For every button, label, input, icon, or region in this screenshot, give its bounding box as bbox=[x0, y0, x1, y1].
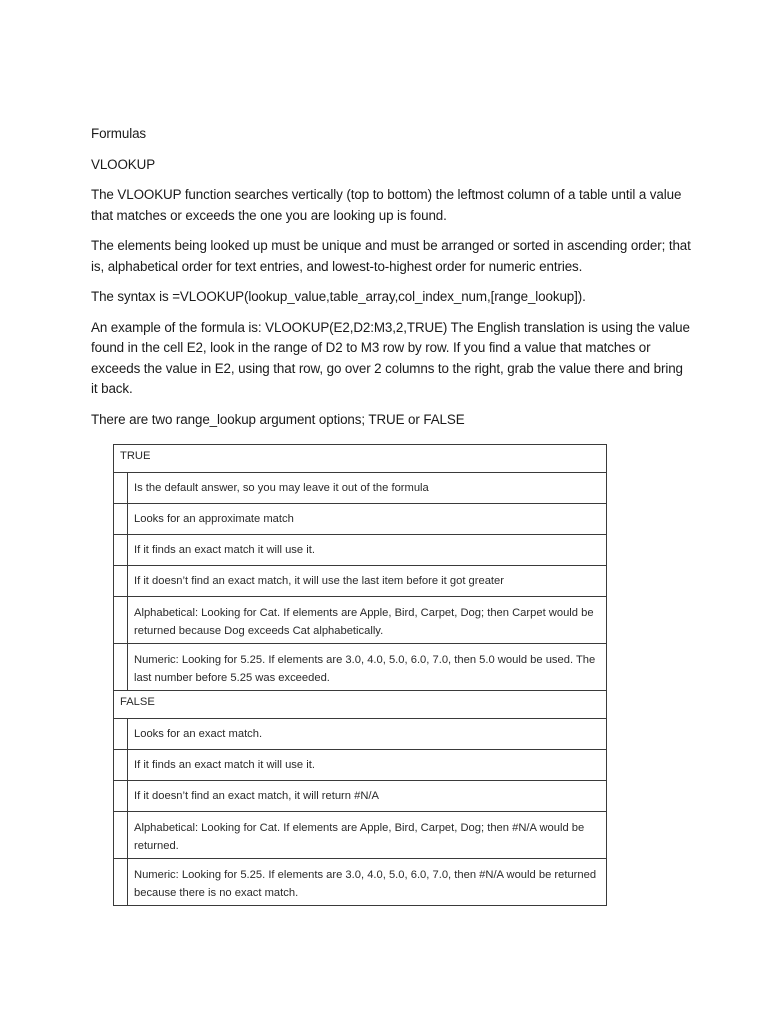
table-gutter-cell bbox=[114, 504, 128, 535]
paragraph-options-intro: There are two range_lookup argument options; TRUE or FALSE bbox=[91, 411, 465, 427]
table-row bbox=[114, 597, 607, 644]
document-subheading: VLOOKUP bbox=[91, 156, 156, 172]
document-page bbox=[91, 124, 691, 906]
table-row bbox=[114, 719, 607, 750]
table-row bbox=[114, 504, 607, 535]
table-gutter-cell bbox=[114, 719, 128, 750]
table-gutter-cell bbox=[114, 566, 128, 597]
table-cell: If it finds an exact match it will use it. bbox=[128, 535, 607, 566]
table-cell: Alphabetical: Looking for Cat. If elements are Apple, Bird, Carpet, Dog; then Carpet would be returned because Dog exceeds Cat alphabetically. bbox=[128, 597, 607, 644]
table-gutter-cell bbox=[114, 473, 128, 504]
table-row bbox=[114, 644, 607, 691]
paragraph-requirements: The elements being looked up must be unique and must be arranged or sorted in ascending order; that is, alphabetical order for text entries, and lowest-to-highest order for numeric entries. bbox=[91, 238, 691, 274]
table-gutter-cell bbox=[114, 750, 128, 781]
table-cell: Alphabetical: Looking for Cat. If elements are Apple, Bird, Carpet, Dog; then #N/A would be returned. bbox=[128, 812, 607, 859]
table-row bbox=[114, 566, 607, 597]
table-gutter-cell bbox=[114, 535, 128, 566]
table-cell: If it finds an exact match it will use it. bbox=[128, 750, 607, 781]
document-heading: Formulas bbox=[91, 126, 147, 141]
table-row bbox=[114, 812, 607, 859]
paragraph-description: The VLOOKUP function searches vertically (top to bottom) the leftmost column of a table until a value that matches or exceeds the one you are looking up is found. bbox=[91, 187, 682, 223]
true-section-label: TRUE bbox=[114, 445, 607, 473]
table-gutter-cell bbox=[114, 781, 128, 812]
table-section-header bbox=[114, 691, 607, 719]
table-row bbox=[114, 535, 607, 566]
table-cell: Looks for an approximate match bbox=[128, 504, 607, 535]
table-cell: Is the default answer, so you may leave it out of the formula bbox=[128, 473, 607, 504]
table-row bbox=[114, 473, 607, 504]
table-gutter-cell bbox=[114, 812, 128, 859]
table-cell: Numeric: Looking for 5.25. If elements are 3.0, 4.0, 5.0, 6.0, 7.0, then 5.0 would be used. The last number before 5.25 was exceeded. bbox=[128, 644, 607, 691]
table-gutter-cell bbox=[114, 644, 128, 691]
range-lookup-options-table bbox=[113, 444, 607, 906]
table-cell: Looks for an exact match. bbox=[128, 719, 607, 750]
paragraph-example: An example of the formula is: VLOOKUP(E2,D2:M3,2,TRUE) The English translation is using the value found in the cell E2, look in the range of D2 to M3 row by row. If you find a value that matches or exceeds the value in E2, using that row, go over 2 columns to the right, grab the value there and bring it back. bbox=[91, 319, 690, 396]
paragraph-syntax: The syntax is =VLOOKUP(lookup_value,table_array,col_index_num,[range_lookup]). bbox=[91, 289, 586, 304]
table-row bbox=[114, 859, 607, 906]
false-section-label: FALSE bbox=[114, 691, 607, 719]
table-section-header bbox=[114, 445, 607, 473]
table-cell: Numeric: Looking for 5.25. If elements are 3.0, 4.0, 5.0, 6.0, 7.0, then #N/A would be returned because there is no exact match. bbox=[128, 859, 607, 906]
table-gutter-cell bbox=[114, 859, 128, 906]
table-cell: If it doesn’t find an exact match, it will use the last item before it got greater bbox=[128, 566, 607, 597]
table-row bbox=[114, 781, 607, 812]
table-gutter-cell bbox=[114, 597, 128, 644]
table-row bbox=[114, 750, 607, 781]
table-cell: If it doesn’t find an exact match, it will return #N/A bbox=[128, 781, 607, 812]
